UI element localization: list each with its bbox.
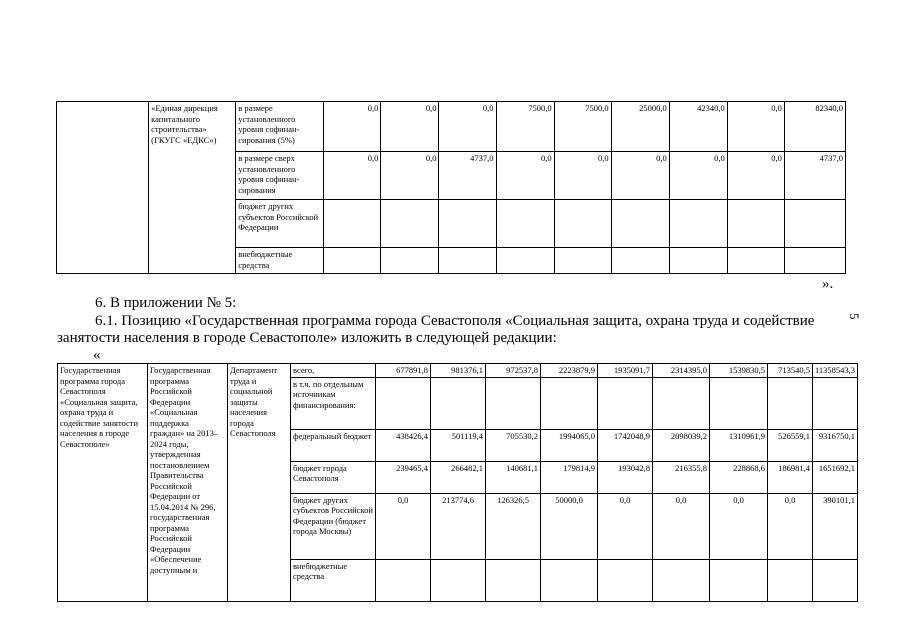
table-cell: 0,0 xyxy=(669,152,727,200)
table-cell xyxy=(486,559,541,601)
table-cell: 0,0 xyxy=(439,102,496,152)
table-cell: 140681,1 xyxy=(486,461,541,493)
table-cell xyxy=(710,559,768,601)
table-cell: 981376,1 xyxy=(431,364,486,378)
table-cell xyxy=(653,559,710,601)
table-cell xyxy=(554,248,611,274)
table-cell: 0,0 xyxy=(324,102,381,152)
table-cell xyxy=(496,200,554,248)
table-cell xyxy=(431,377,486,429)
table-cell xyxy=(496,248,554,274)
paragraph-line: занятости населения в городе Севастополе» изложить в следующей редакции: xyxy=(57,330,557,346)
table-cell xyxy=(541,559,598,601)
table-cell xyxy=(376,377,431,429)
row-label: в размере установленного уровня софинан-сирования (5%) xyxy=(236,102,324,152)
table-cell: 0,0 xyxy=(496,152,554,200)
row-label: в т.ч. по отдельным источникам финансирования: xyxy=(291,377,376,429)
table-cell xyxy=(431,559,486,601)
table-cell: 11358543,3 xyxy=(813,364,858,378)
table-cell: 216355,8 xyxy=(653,461,710,493)
row-label: федеральный бюджет xyxy=(291,429,376,461)
row-label: всего, xyxy=(291,364,376,378)
table-cell xyxy=(381,248,439,274)
table-cell xyxy=(669,248,727,274)
table-cell xyxy=(439,248,496,274)
funding-table-continued xyxy=(56,101,846,274)
row-label: внебюджетные средства xyxy=(291,559,376,601)
table-cell: 0,0 xyxy=(381,152,439,200)
table-row xyxy=(57,102,846,152)
table-cell xyxy=(381,200,439,248)
table-cell xyxy=(669,200,727,248)
table-cell: 713540,5 xyxy=(768,364,813,378)
table-cell: 0,0 xyxy=(554,152,611,200)
table-cell: 677891,8 xyxy=(376,364,431,378)
table-row xyxy=(58,364,858,378)
table-cell: 0,0 xyxy=(710,493,768,559)
table-cell: 25000,0 xyxy=(611,102,669,152)
table-cell: 4737,0 xyxy=(784,152,845,200)
row-label: бюджет других субъектов Российской Федерации (бюджет города Москвы) xyxy=(291,493,376,559)
table-cell: 1539830,5 xyxy=(710,364,768,378)
related-program-cell: Государственная программа Российской Федерации «Социальная поддержка граждан» на 2013–2024 годы, утвержденная постановлением Правительства Российской Федерации от 15.04.2014 № 296, государственная программа Российской Федерации «Обеспечение доступным и xyxy=(148,364,228,602)
org-cell: «Единая дирекция капитального строительства» (ГКУГС «ЕДКС») xyxy=(149,102,236,274)
opening-quote: « xyxy=(93,347,101,363)
table-cell: 82340,0 xyxy=(784,102,845,152)
table-cell: 9316750,1 xyxy=(813,429,858,461)
table-cell: 526559,1 xyxy=(768,429,813,461)
table-cell: 0,0 xyxy=(727,152,784,200)
table-cell: 0,0 xyxy=(653,493,710,559)
table-cell xyxy=(486,377,541,429)
table-cell xyxy=(768,377,813,429)
table-cell: 7500,0 xyxy=(496,102,554,152)
table-cell: 705530,2 xyxy=(486,429,541,461)
section-heading: 6. В приложении № 5: xyxy=(95,295,237,311)
table-cell: 4737,0 xyxy=(439,152,496,200)
table-cell: 0,0 xyxy=(324,152,381,200)
table-cell: 186981,4 xyxy=(768,461,813,493)
row-label: бюджет других субъектов Российской Федерации xyxy=(236,200,324,248)
page-number: 5 xyxy=(847,313,862,320)
table-cell: 50000,0 xyxy=(541,493,598,559)
table-cell xyxy=(611,248,669,274)
table-cell: 7500,0 xyxy=(554,102,611,152)
table-cell: 0,0 xyxy=(598,493,653,559)
table-cell xyxy=(813,559,858,601)
table-cell: 1742048,9 xyxy=(598,429,653,461)
table-cell xyxy=(611,200,669,248)
table-cell: 972537,8 xyxy=(486,364,541,378)
table-cell: 390101,1 xyxy=(813,493,858,559)
department-cell: Департамент труда и социальной защиты населения города Севастополя xyxy=(228,364,291,602)
table-cell: 193042,8 xyxy=(598,461,653,493)
table-cell: 126326,5 xyxy=(486,493,541,559)
table-cell: 2223879,9 xyxy=(541,364,598,378)
table-cell xyxy=(784,200,845,248)
table-cell: 2314395,0 xyxy=(653,364,710,378)
table-cell xyxy=(541,377,598,429)
table-cell xyxy=(813,377,858,429)
table-cell xyxy=(554,200,611,248)
table-cell: 1651692,1 xyxy=(813,461,858,493)
empty-cell xyxy=(57,102,149,274)
program-name-cell: Государственная программа города Севастополя «Социальная защита, охрана труда и содействие занятости населения в городе Севастополе» xyxy=(58,364,148,602)
table-cell: 1994065,0 xyxy=(541,429,598,461)
table-cell: 501119,4 xyxy=(431,429,486,461)
table-cell: 0,0 xyxy=(611,152,669,200)
closing-quote: ». xyxy=(822,276,834,292)
table-cell: 42340,0 xyxy=(669,102,727,152)
table-cell xyxy=(598,377,653,429)
table-cell: 0,0 xyxy=(381,102,439,152)
table-cell xyxy=(439,200,496,248)
table-cell: 213774,6 xyxy=(431,493,486,559)
table-cell: 0,0 xyxy=(376,493,431,559)
table-cell: 1310961,9 xyxy=(710,429,768,461)
table-cell: 179814,9 xyxy=(541,461,598,493)
table-cell xyxy=(653,377,710,429)
table-cell xyxy=(710,377,768,429)
table-cell: 438426,4 xyxy=(376,429,431,461)
table-cell xyxy=(376,559,431,601)
program-funding-table xyxy=(57,363,858,602)
table-cell: 239465,4 xyxy=(376,461,431,493)
table-cell: 1935091,7 xyxy=(598,364,653,378)
table-cell: 2098039,2 xyxy=(653,429,710,461)
row-label: в размере сверх установленного уровня софинан-сирования xyxy=(236,152,324,200)
table-cell xyxy=(324,200,381,248)
table-cell: 0,0 xyxy=(768,493,813,559)
table-cell xyxy=(727,200,784,248)
table-cell xyxy=(598,559,653,601)
table-cell xyxy=(324,248,381,274)
table-cell xyxy=(727,248,784,274)
table-cell: 266482,1 xyxy=(431,461,486,493)
table-cell: 0,0 xyxy=(727,102,784,152)
table-cell xyxy=(784,248,845,274)
row-label: бюджет города Севастополя xyxy=(291,461,376,493)
paragraph-line: 6.1. Позицию «Государственная программа города Севастополя «Социальная защита, охрана труда и содействие xyxy=(95,313,815,329)
table-cell xyxy=(768,559,813,601)
row-label: внебюджетные средства xyxy=(236,248,324,274)
table-cell: 228868,6 xyxy=(710,461,768,493)
